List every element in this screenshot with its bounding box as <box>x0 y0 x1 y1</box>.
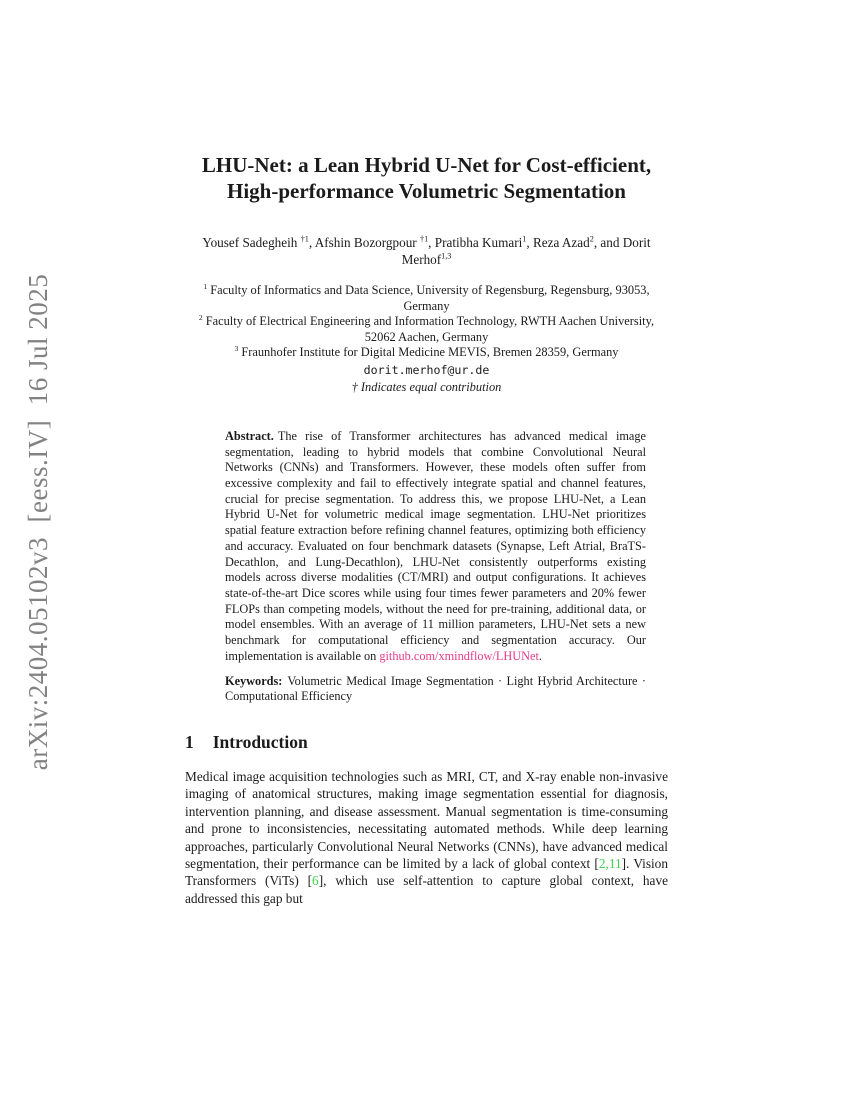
title-line-1: LHU-Net: a Lean Hybrid U-Net for Cost-efficient, <box>201 153 652 177</box>
affiliation-3: $^3$ Fraunhofer Institute for Digital Medicine MEVIS, Bremen 28359, Germany <box>234 344 619 360</box>
title-line-2: High-performance Volumetric Segmentation <box>227 179 626 203</box>
author-superscript: 1,3 <box>441 251 452 261</box>
author-superscript: 1 <box>522 234 527 244</box>
section-heading-introduction <box>185 732 668 753</box>
author-yousef-sadegheih: Yousef Sadegheih $^{\dagger 1}$, <box>202 234 315 250</box>
abstract-label: Abstract. <box>225 428 274 443</box>
author-afshin-bozorgpour: Afshin Bozorgpour $^{\dagger 1}$, <box>314 234 435 250</box>
author-superscript: †1 <box>419 234 429 244</box>
abstract-period: . <box>538 648 542 663</box>
keywords-label: Keywords: <box>225 673 283 688</box>
equal-contribution-note: † Indicates equal contribution <box>351 379 502 394</box>
section-number: 1 <box>185 731 194 752</box>
authors-line <box>185 234 668 268</box>
github-link[interactable]: github.com/xmindflow/LHUNet <box>379 648 539 663</box>
author-superscript: 2 <box>589 234 594 244</box>
arxiv-watermark: arXiv:2404.05102v3 [eess.IV] 16 Jul 2025 <box>23 273 53 771</box>
paper-title <box>185 152 668 204</box>
keywords-text: Volumetric Medical Image Segmentation · Light Hybrid Architecture · Computational Efficiency <box>225 673 646 704</box>
affiliation-number: 2 <box>198 313 203 323</box>
intro-text-3: ], which use self-attention to capture global context, have addressed this gap but <box>185 873 668 906</box>
section-title: Introduction <box>212 731 308 752</box>
abstract <box>225 429 646 665</box>
author-superscript: †1 <box>300 234 309 244</box>
citation-link-6[interactable]: 6 <box>312 873 319 889</box>
author-dorit-merhof: and Dorit Merhof$^{1,3}$ <box>401 235 651 267</box>
paper-content <box>185 0 668 907</box>
keywords-line <box>225 674 646 705</box>
intro-text-2: ]. Vision Transformers (ViTs) [ <box>185 855 668 889</box>
affiliation-1: $^1$ Faculty of Informatics and Data Science, University of Regensburg, Regensburg, 93053, Germany <box>203 281 650 313</box>
affiliation-2: $^2$ Faculty of Electrical Engineering and Information Technology, RWTH Aachen University, 52062 Aachen, Germany <box>198 313 655 344</box>
abstract-text: The rise of Transformer architectures has advanced medical image segmentation, leading to hybrid models that combine Convolutional Neural Networks (CNNs) and Transformers. However, these models often suffer from excessive complexity and fail to effectively integrate spatial and channel features, crucial for precise segmentation. To address this, we propose LHU-Net, a Lean Hybrid U-Net for volumetric medical image segmentation. LHU-Net prioritizes spatial feature extraction before refining channel features, optimizing both efficiency and accuracy. Evaluated on four benchmark datasets (Synapse, Left Atrial, BraTS-Decathlon, and Lung-Decathlon), LHU-Net consistently outperforms existing models across diverse modalities (CT/MRI) and output configurations. It achieves state-of-the-art Dice scores while using four times fewer parameters and 20% fewer FLOPs than competing models, without the need for pre-training, additional data, or model ensembles. With an average of 11 million parameters, LHU-Net sets a new benchmark for computational efficiency and segmentation accuracy. Our implementation is available on <box>225 428 646 663</box>
intro-text-1: Medical image acquisition technologies such as MRI, CT, and X-ray enable non-invasive imaging of anatomical structures, making image segmentation essential for diagnosis, intervention planning, and disease assessment. Manual segmentation is time-consuming and prone to inconsistencies, necessitating automated methods. While deep learning approaches, particularly Convolutional Neural Networks (CNNs), have advanced medical segmentation, their performance can be limited by a lack of global context [ <box>185 768 668 871</box>
author-pratibha-kumari: Pratibha Kumari$^1$, <box>434 234 533 250</box>
intro-paragraph <box>185 768 668 907</box>
author-reza-azad: Reza Azad$^2$, <box>532 234 601 250</box>
affiliation-number: 3 <box>234 344 239 354</box>
affiliation-number: 1 <box>203 281 208 291</box>
affiliations-block <box>185 283 668 395</box>
contact-email: dorit.merhof@ur.de <box>363 362 490 377</box>
citation-link-2-11[interactable]: 2,11 <box>598 855 622 871</box>
